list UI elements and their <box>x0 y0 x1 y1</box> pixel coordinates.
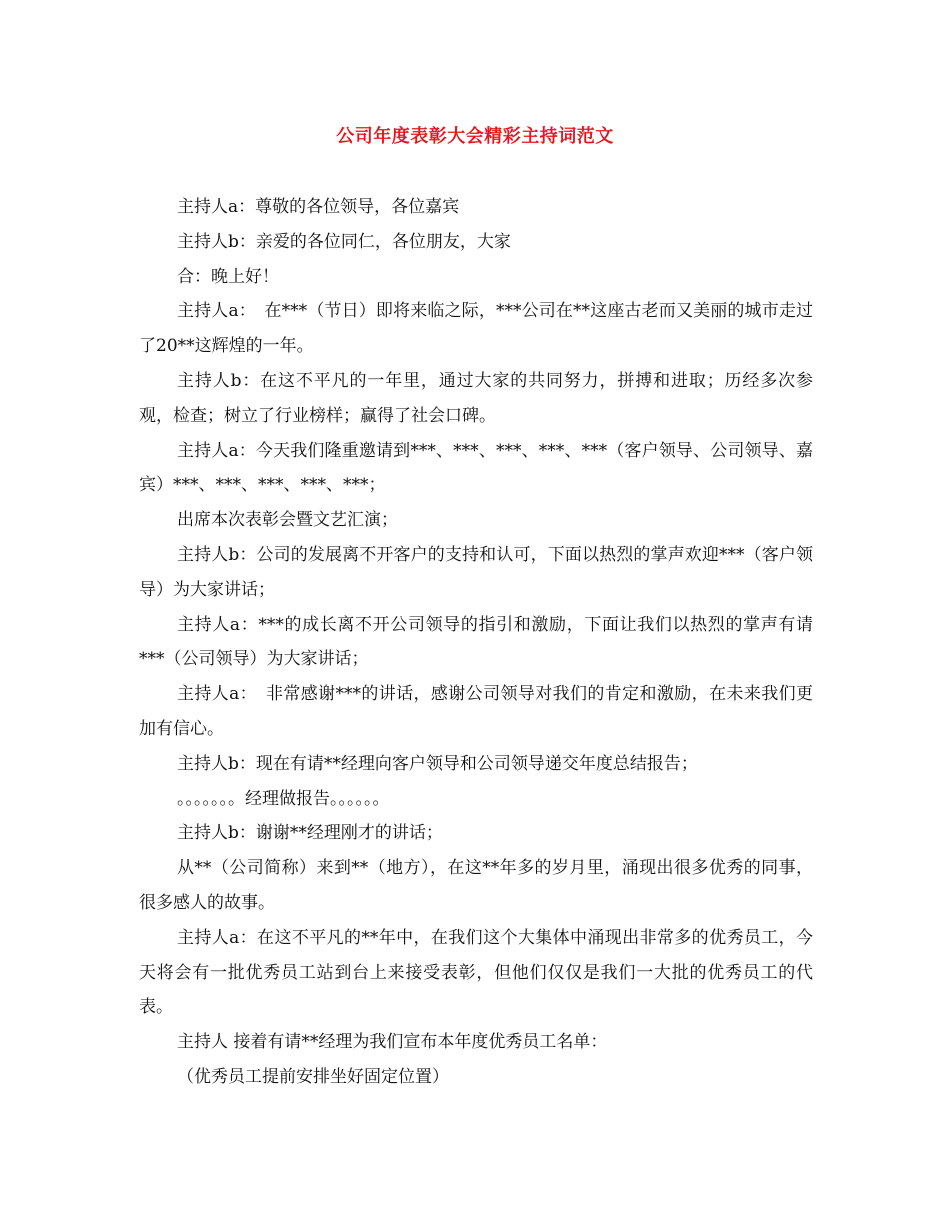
paragraph: 主持人a：在这不平凡的**年中，在我们这个大集体中涌现出非常多的优秀员工，今天将会有一批优秀员工站到台上来接受表彰，但他们仅仅是我们一大批的优秀员工的代表。 <box>139 927 813 1018</box>
paragraph: 。。。。。。。经理做报告。。。。。。 <box>177 788 390 809</box>
paragraph: 主持人 接着有请**经理为我们宣布本年度优秀员工名单： <box>177 1032 608 1053</box>
paragraph: 主持人b：公司的发展离不开客户的支持和认可，下面以热烈的掌声欢迎***（客户领导）为大家讲话； <box>139 544 813 600</box>
paragraph: 主持人a：***的成长离不开公司领导的指引和激励，下面让我们以热烈的掌声有请***（公司领导）为大家讲话； <box>139 614 813 670</box>
document-title: 公司年度表彰大会精彩主持词范文 <box>336 126 614 147</box>
paragraph: 主持人b：现在有请**经理向客户领导和公司领导递交年度总结报告； <box>177 753 698 774</box>
paragraph: 主持人a： 在***（节日）即将来临之际，***公司在**这座古老而又美丽的城市走过了20**这辉煌的一年。 <box>139 301 813 357</box>
paragraph: 主持人a：今天我们隆重邀请到***、***、***、***、***（客户领导、公司领导、嘉宾）***、***、***、***、***； <box>139 440 813 496</box>
document-body <box>139 190 813 1095</box>
paragraph: 主持人a： 非常感谢***的讲话，感谢公司领导对我们的肯定和激励，在未来我们更加有信心。 <box>139 684 813 739</box>
paragraph: 从**（公司简称）来到**（地方），在这**年多的岁月里，涌现出很多优秀的同事，很多感人的故事。 <box>139 858 813 913</box>
paragraph: 主持人b：谢谢**经理刚才的讲话； <box>177 823 443 844</box>
paragraph: 合：晚上好！ <box>177 266 279 287</box>
paragraph: 主持人b：亲爱的各位同仁，各位朋友，大家 <box>177 231 511 252</box>
paragraph: 主持人a：尊敬的各位领导，各位嘉宾 <box>177 197 460 217</box>
paragraph: 主持人b：在这不平凡的一年里，通过大家的共同努力，拼搏和进取；历经多次参观，检查；树立了行业榜样；赢得了社会口碑。 <box>139 370 813 426</box>
paragraph: 出席本次表彰会暨文艺汇演； <box>177 510 398 531</box>
paragraph: （优秀员工提前安排坐好固定位置） <box>177 1066 449 1087</box>
